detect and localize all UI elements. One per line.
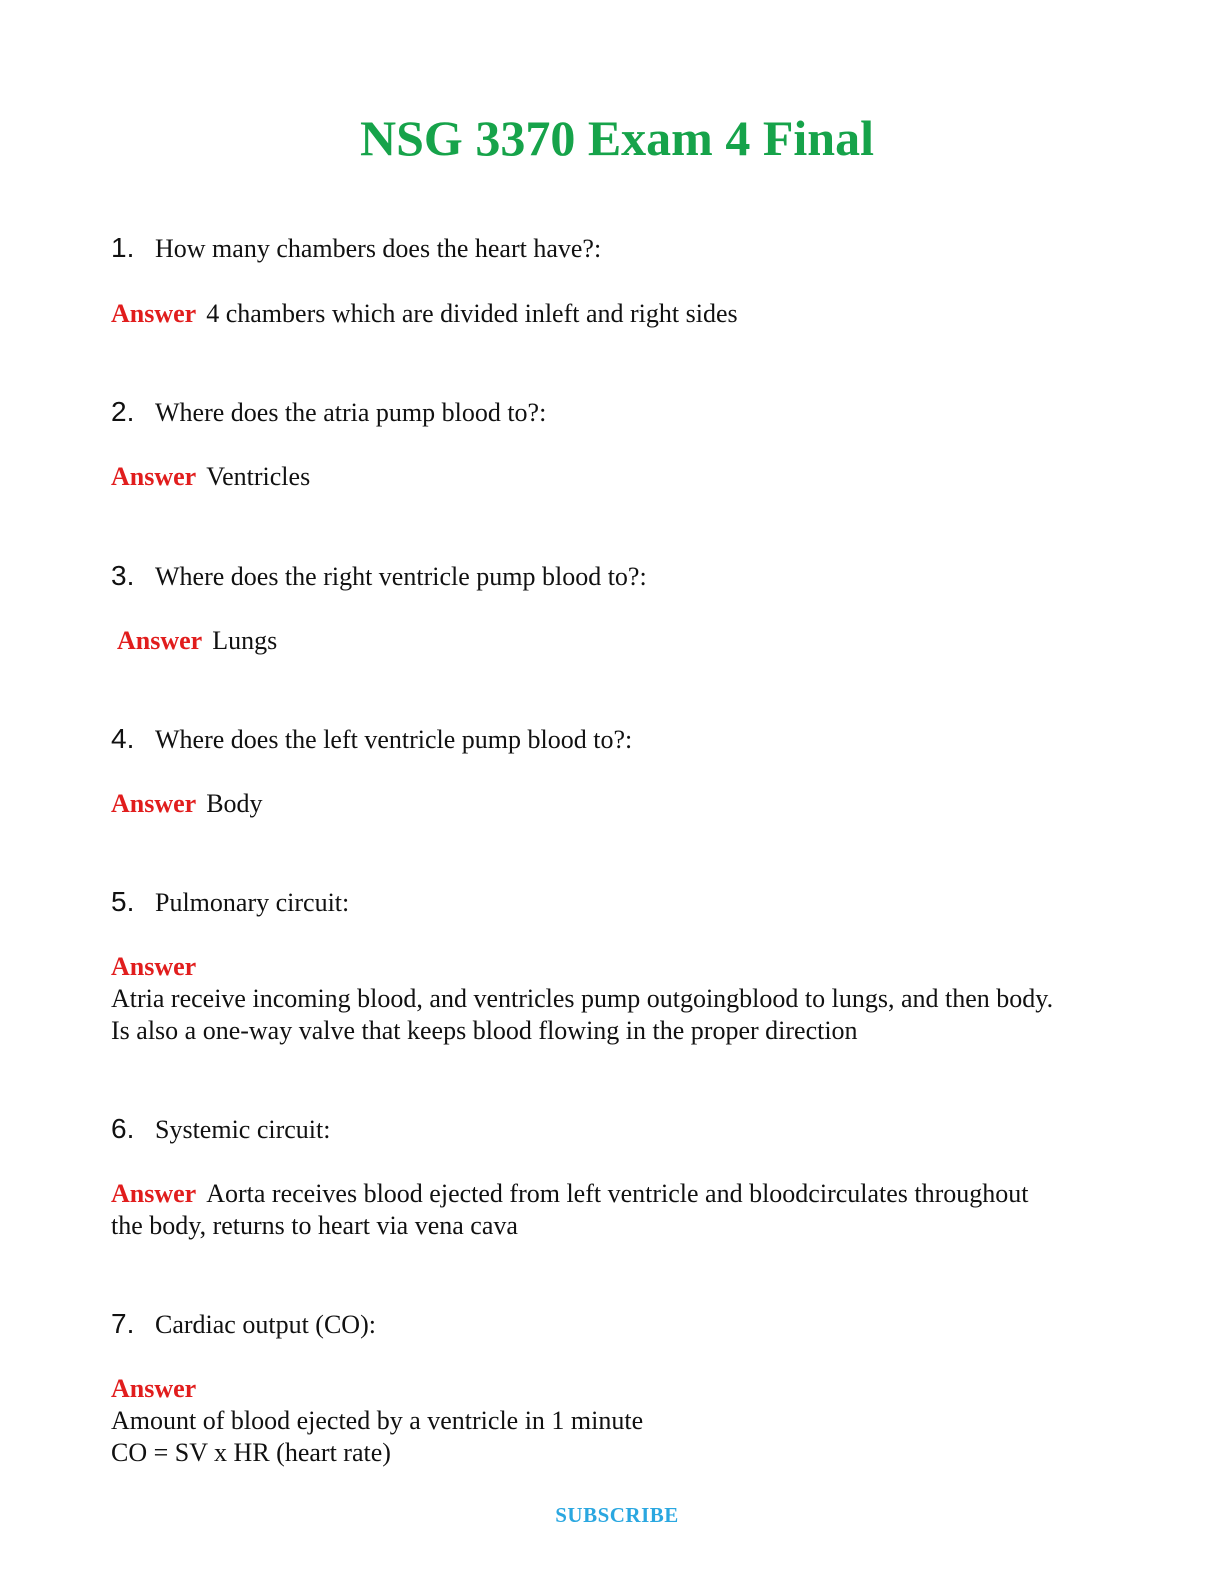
answer-label: Answer [117, 626, 203, 655]
answer-line [117, 625, 1137, 657]
question-text: Where does the left ventricle pump blood to?: [155, 725, 633, 754]
answer-text: Lungs [212, 626, 278, 655]
answer-line [111, 461, 1131, 493]
question-text: Where does the right ventricle pump blood to?: [155, 562, 647, 591]
answer-text: Aorta receives blood ejected from left ventricle and bloodcirculates throughout [206, 1179, 1029, 1208]
answer-label: Answer [111, 1179, 197, 1208]
question-6 [111, 1112, 330, 1147]
answer-text: 4 chambers which are divided inleft and right sides [206, 299, 738, 328]
question-number: 7. [111, 1308, 135, 1339]
answer-4 [111, 788, 1131, 820]
question-number: 3. [111, 560, 135, 591]
answer-3 [117, 625, 1137, 657]
question-4 [111, 722, 632, 757]
answer-label: Answer [111, 462, 197, 491]
question-number: 6. [111, 1113, 135, 1144]
answer-line [111, 951, 1131, 983]
answer-line [111, 788, 1131, 820]
question-number: 1. [111, 232, 135, 263]
question-1 [111, 231, 601, 266]
question-text: Systemic circuit: [155, 1115, 331, 1144]
answer-line [111, 1178, 1131, 1210]
answer-label: Answer [111, 299, 197, 328]
answer-label: Answer [111, 789, 197, 818]
question-number: 2. [111, 396, 135, 427]
answer-line: Amount of blood ejected by a ventricle in 1 minute [111, 1406, 644, 1435]
answer-line [111, 298, 1131, 330]
question-text: Pulmonary circuit: [155, 888, 350, 917]
question-3 [111, 559, 647, 594]
answer-1 [111, 298, 1131, 330]
question-number: 5. [111, 886, 135, 917]
answer-2 [111, 461, 1131, 493]
question-7 [111, 1307, 376, 1342]
question-text: Where does the atria pump blood to?: [155, 398, 547, 427]
answer-line: CO = SV x HR (heart rate) [111, 1438, 391, 1467]
answer-label: Answer [111, 952, 197, 981]
answer-text: Ventricles [206, 462, 311, 491]
answer-line [111, 1373, 1131, 1405]
answer-label: Answer [111, 1374, 197, 1403]
answer-line: Atria receive incoming blood, and ventricles pump outgoingblood to lungs, and then body. [111, 984, 1054, 1013]
question-5 [111, 885, 349, 920]
answer-5 [111, 951, 1131, 1047]
question-2 [111, 395, 546, 430]
answer-text: Body [206, 789, 263, 818]
question-number: 4. [111, 723, 135, 754]
answer-7 [111, 1373, 1131, 1469]
subscribe-link[interactable]: SUBSCRIBE [555, 1503, 679, 1527]
question-text: How many chambers does the heart have?: [155, 234, 602, 263]
answer-line: the body, returns to heart via vena cava [111, 1211, 518, 1240]
question-text: Cardiac output (CO): [155, 1310, 376, 1339]
answer-line: Is also a one-way valve that keeps blood flowing in the proper direction [111, 1016, 858, 1045]
document-title: NSG 3370 Exam 4 Final [360, 110, 874, 166]
answer-6 [111, 1178, 1131, 1242]
